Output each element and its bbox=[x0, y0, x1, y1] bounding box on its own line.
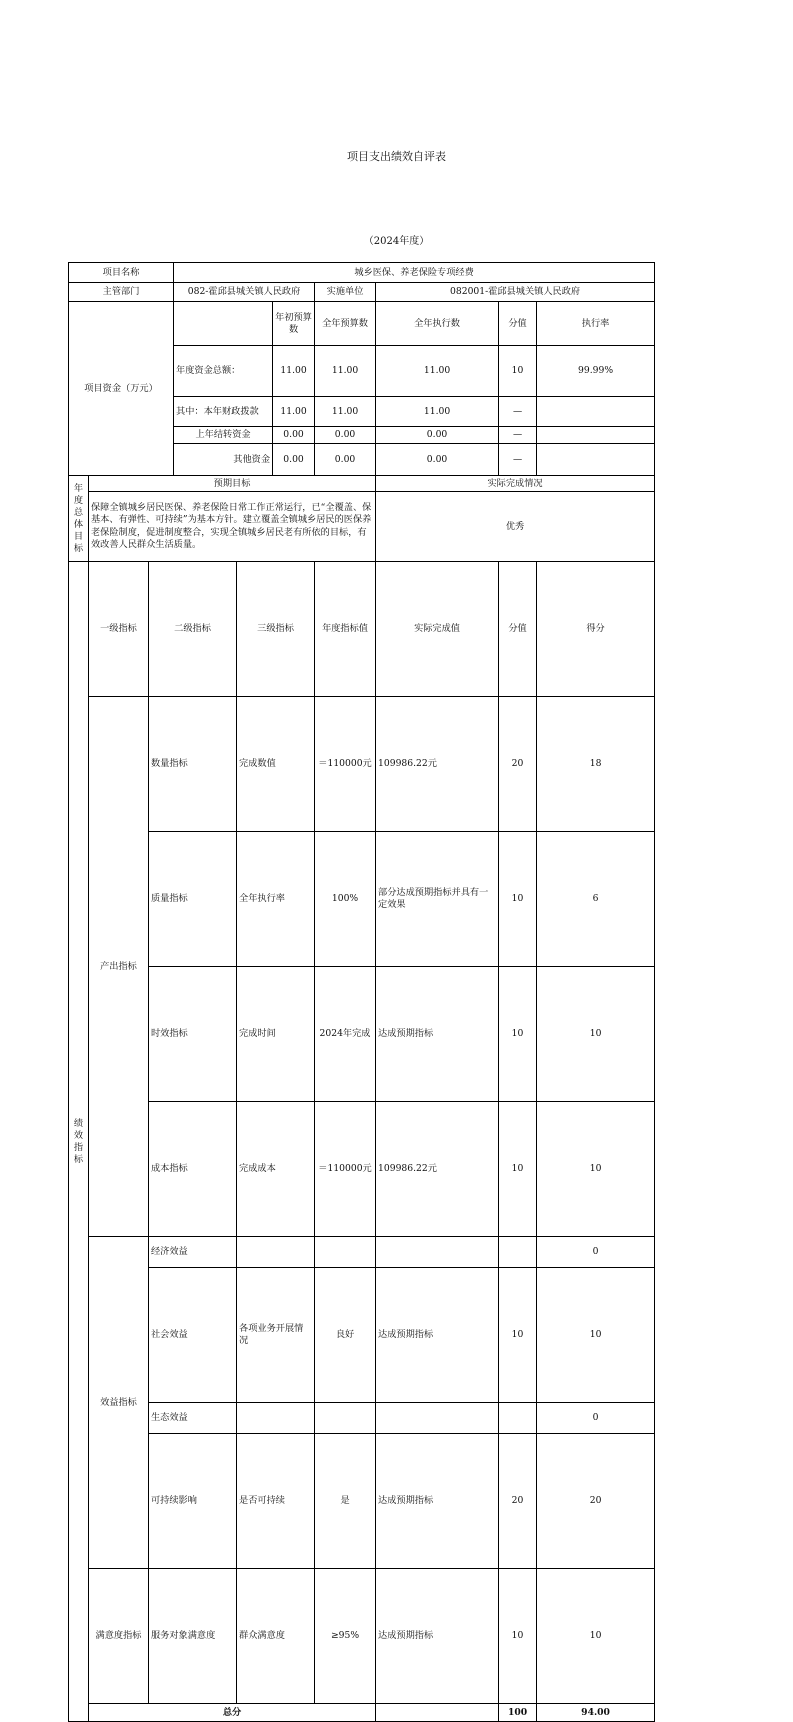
ind-level3 bbox=[237, 1403, 315, 1434]
ind-level2: 数量指标 bbox=[149, 697, 237, 832]
funds-header-blank bbox=[174, 302, 273, 346]
ind-level3: 群众满意度 bbox=[237, 1569, 315, 1704]
funds-row-annual: 11.00 bbox=[315, 397, 376, 427]
ind-value bbox=[499, 1237, 537, 1268]
funds-row-rate: 99.99% bbox=[537, 346, 655, 397]
funds-row-annual: 0.00 bbox=[315, 444, 376, 476]
ind-header-level1: 一级指标 bbox=[89, 562, 149, 697]
ind-level2: 服务对象满意度 bbox=[149, 1569, 237, 1704]
total-blank bbox=[376, 1704, 499, 1722]
funds-row-rate bbox=[537, 444, 655, 476]
funds-header-executed: 全年执行数 bbox=[376, 302, 499, 346]
document-year: （2024年度） bbox=[363, 236, 430, 247]
funds-row-initial: 11.00 bbox=[273, 397, 315, 427]
ind-actual: 达成预期指标 bbox=[376, 1434, 499, 1569]
goals-expected-header: 预期目标 bbox=[89, 476, 376, 492]
ind-score: 18 bbox=[537, 697, 655, 832]
funds-header-value: 分值 bbox=[499, 302, 537, 346]
ind-actual: 达成预期指标 bbox=[376, 1268, 499, 1403]
goals-actual-text: 优秀 bbox=[376, 492, 655, 562]
goals-section-label: 年度总体目标 bbox=[69, 476, 89, 562]
ind-score: 10 bbox=[537, 1569, 655, 1704]
dept-value: 082-霍邱县城关镇人民政府 bbox=[174, 283, 315, 302]
ind-score: 0 bbox=[537, 1237, 655, 1268]
ind-level3: 完成数值 bbox=[237, 697, 315, 832]
ind-actual bbox=[376, 1403, 499, 1434]
total-score: 94.00 bbox=[537, 1704, 655, 1722]
ind-value: 20 bbox=[499, 1434, 537, 1569]
funds-row-executed: 0.00 bbox=[376, 427, 499, 444]
ind-score: 10 bbox=[537, 1102, 655, 1237]
ind-level1: 效益指标 bbox=[89, 1237, 149, 1569]
ind-value: 10 bbox=[499, 1268, 537, 1403]
document-title: 项目支出绩效自评表 bbox=[347, 150, 446, 163]
ind-target: 2024年完成 bbox=[315, 967, 376, 1102]
ind-level2: 可持续影响 bbox=[149, 1434, 237, 1569]
ind-level2: 时效指标 bbox=[149, 967, 237, 1102]
ind-level3: 各项业务开展情况 bbox=[237, 1268, 315, 1403]
ind-value: 10 bbox=[499, 967, 537, 1102]
ind-actual: 109986.22元 bbox=[376, 1102, 499, 1237]
ind-target: ＝110000元 bbox=[315, 1102, 376, 1237]
goals-expected-text: 保障全镇城乡居民医保、养老保险日常工作正常运行，已“全覆盖、保基本、有弹性、可持续”为基本方针。建立覆盖全镇城乡居民的医保养老保险制度，促进制度整合，实现全镇城乡居民老有所依的目标，有效改善人民群众生活质量。 bbox=[89, 492, 376, 562]
project-name-label: 项目名称 bbox=[69, 263, 174, 283]
ind-level1: 产出指标 bbox=[89, 697, 149, 1237]
total-value: 100 bbox=[499, 1704, 537, 1722]
evaluation-table bbox=[68, 262, 655, 1722]
ind-target bbox=[315, 1403, 376, 1434]
funds-row-rate bbox=[537, 427, 655, 444]
ind-actual: 109986.22元 bbox=[376, 697, 499, 832]
ind-target: 良好 bbox=[315, 1268, 376, 1403]
ind-target: 100% bbox=[315, 832, 376, 967]
ind-score: 6 bbox=[537, 832, 655, 967]
unit-label: 实施单位 bbox=[315, 283, 376, 302]
goals-actual-header: 实际完成情况 bbox=[376, 476, 655, 492]
ind-level3: 完成成本 bbox=[237, 1102, 315, 1237]
indicators-section-label: 绩效指标 bbox=[69, 562, 89, 1722]
ind-value bbox=[499, 1403, 537, 1434]
ind-header-value: 分值 bbox=[499, 562, 537, 697]
project-name-value: 城乡医保、养老保险专项经费 bbox=[174, 263, 655, 283]
funds-row-label: 上年结转资金 bbox=[174, 427, 273, 444]
ind-level3 bbox=[237, 1237, 315, 1268]
ind-score: 0 bbox=[537, 1403, 655, 1434]
funds-row-initial: 0.00 bbox=[273, 427, 315, 444]
ind-value: 10 bbox=[499, 832, 537, 967]
ind-level3: 完成时间 bbox=[237, 967, 315, 1102]
funds-row-label: 其中：本年财政拨款 bbox=[174, 397, 273, 427]
funds-section-label: 项目资金（万元） bbox=[69, 302, 174, 476]
ind-header-level3: 三级指标 bbox=[237, 562, 315, 697]
funds-row-label: 其他资金 bbox=[174, 444, 273, 476]
ind-target: 是 bbox=[315, 1434, 376, 1569]
dept-label: 主管部门 bbox=[69, 283, 174, 302]
funds-row-value: — bbox=[499, 444, 537, 476]
ind-score: 10 bbox=[537, 1268, 655, 1403]
funds-row-value: 10 bbox=[499, 346, 537, 397]
ind-level3: 是否可持续 bbox=[237, 1434, 315, 1569]
funds-row-executed: 11.00 bbox=[376, 397, 499, 427]
ind-level2: 社会效益 bbox=[149, 1268, 237, 1403]
funds-row-executed: 0.00 bbox=[376, 444, 499, 476]
funds-row-initial: 11.00 bbox=[273, 346, 315, 397]
ind-target: ≥95% bbox=[315, 1569, 376, 1704]
ind-target bbox=[315, 1237, 376, 1268]
ind-level2: 生态效益 bbox=[149, 1403, 237, 1434]
ind-header-score: 得分 bbox=[537, 562, 655, 697]
ind-level2: 成本指标 bbox=[149, 1102, 237, 1237]
funds-row-executed: 11.00 bbox=[376, 346, 499, 397]
ind-header-actual: 实际完成值 bbox=[376, 562, 499, 697]
ind-level1: 满意度指标 bbox=[89, 1569, 149, 1704]
funds-header-initial: 年初预算数 bbox=[273, 302, 315, 346]
ind-target: ＝110000元 bbox=[315, 697, 376, 832]
funds-header-annual: 全年预算数 bbox=[315, 302, 376, 346]
ind-level2: 经济效益 bbox=[149, 1237, 237, 1268]
ind-level2: 质量指标 bbox=[149, 832, 237, 967]
funds-row-label: 年度资金总额： bbox=[174, 346, 273, 397]
ind-level3: 全年执行率 bbox=[237, 832, 315, 967]
ind-header-level2: 二级指标 bbox=[149, 562, 237, 697]
ind-value: 20 bbox=[499, 697, 537, 832]
ind-actual: 达成预期指标 bbox=[376, 967, 499, 1102]
ind-value: 10 bbox=[499, 1569, 537, 1704]
funds-row-annual: 11.00 bbox=[315, 346, 376, 397]
funds-row-initial: 0.00 bbox=[273, 444, 315, 476]
ind-actual: 部分达成预期指标并具有一定效果 bbox=[376, 832, 499, 967]
funds-row-rate bbox=[537, 397, 655, 427]
ind-header-target: 年度指标值 bbox=[315, 562, 376, 697]
ind-value: 10 bbox=[499, 1102, 537, 1237]
ind-score: 20 bbox=[537, 1434, 655, 1569]
ind-score: 10 bbox=[537, 967, 655, 1102]
funds-header-rate: 执行率 bbox=[537, 302, 655, 346]
funds-row-annual: 0.00 bbox=[315, 427, 376, 444]
ind-actual bbox=[376, 1237, 499, 1268]
total-label: 总分 bbox=[89, 1704, 376, 1722]
ind-actual: 达成预期指标 bbox=[376, 1569, 499, 1704]
funds-row-value: — bbox=[499, 427, 537, 444]
unit-value: 082001-霍邱县城关镇人民政府 bbox=[376, 283, 655, 302]
funds-row-value: — bbox=[499, 397, 537, 427]
